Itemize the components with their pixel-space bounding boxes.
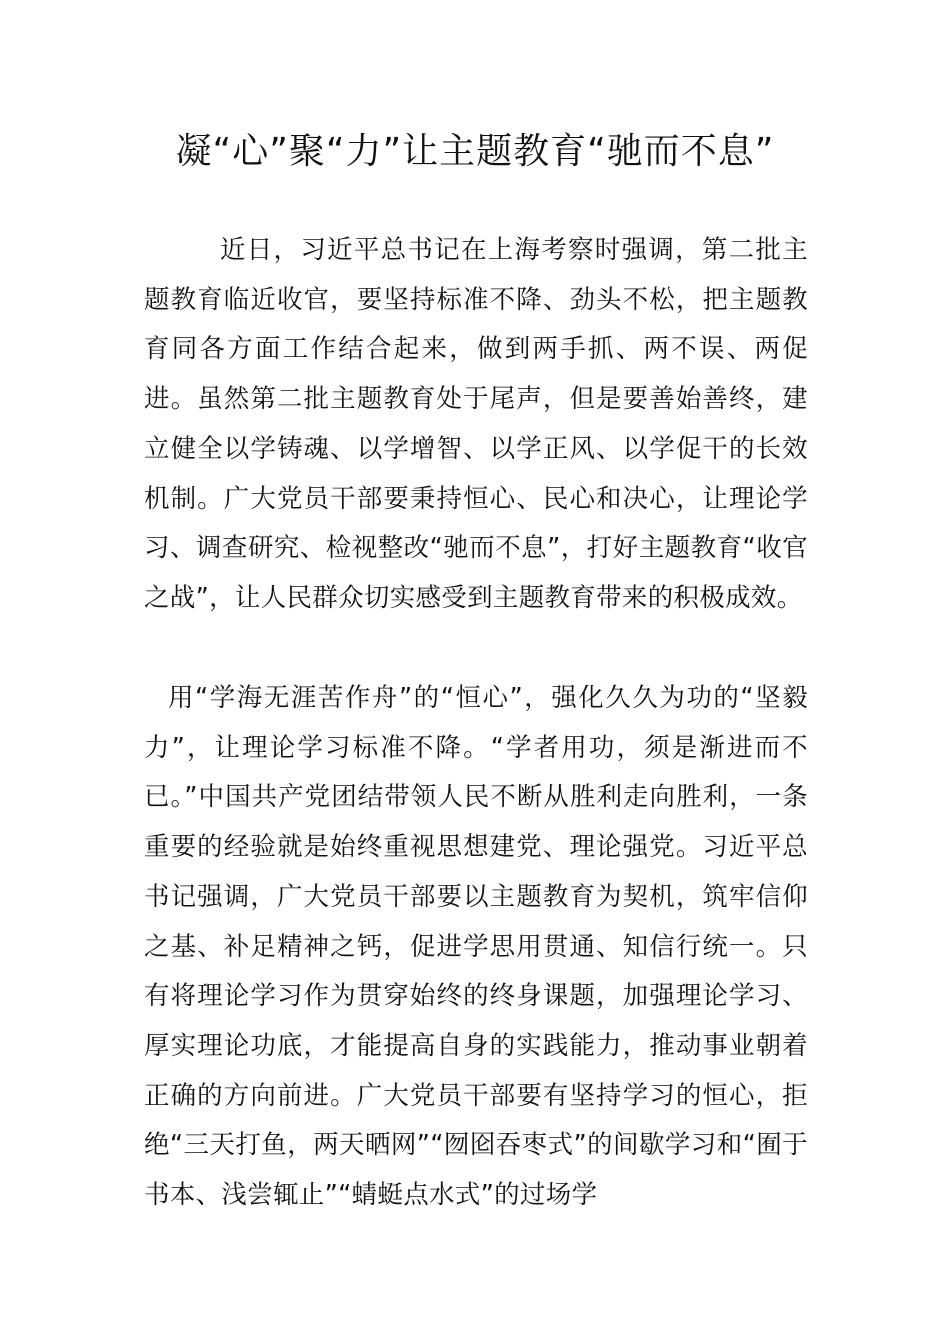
paragraph-1: 近日，习近平总书记在上海考察时强调，第二批主题教育临近收官，要坚持标准不降、劲头不松，把主题教育同各方面工作结合起来，做到两手抓、两不误、两促进。虽然第二批主题教育处于尾声，但是要善始善终，建立健全以学铸魂、以学增智、以学正风、以学促干的长效机制。广大党员干部要秉持恒心、民心和决心，让理论学习、调查研究、检视整改“驰而不息”，打好主题教育“收官之战”，让人民群众切实感受到主题教育带来的积极成效。 xyxy=(144,235,808,613)
document-title: 凝“心”聚“力”让主题教育“驰而不息” xyxy=(175,131,775,172)
paragraph-2: 用“学海无涯苦作舟”的“恒心”，强化久久为功的“坚毅力”，让理论学习标准不降。“学者用功，须是渐进而不已。”中国共产党团结带领人民不断从胜利走向胜利，一条重要的经验就是始终重视思想建党、理论强党。习近平总书记强调，广大党员干部要以主题教育为契机，筑牢信仰之基、补足精神之钙，促进学思用贯通、知信行统一。只有将理论学习作为贯穿始终的终身课题，加强理论学习、厚实理论功底，才能提高自身的实践能力，推动事业朝着正确的方向前进。广大党员干部要有坚持学习的恒心，拒绝“三天打鱼，两天晒网”“囫囵吞枣式”的间歇学习和“囿于书本、浅尝辄止”“蜻蜓点水式”的过场学 xyxy=(144,683,808,1211)
